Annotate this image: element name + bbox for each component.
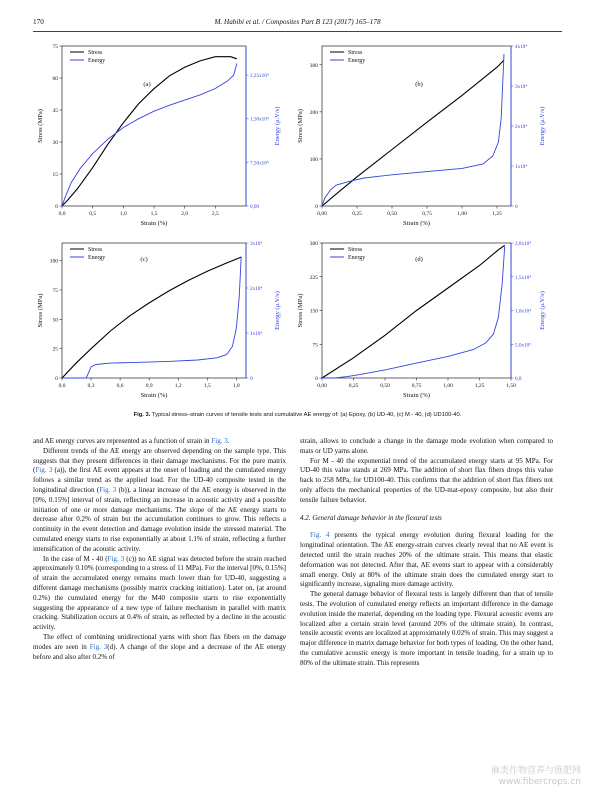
text-run: (c)) no AE signal was detected before the strain reached approximately 0.10% (corresponding to a stress of 11 MPa). For the interval [0%, 0.15%] of strain the accumulated energy remains much lower than for UD-40, suggesting a different damage mechanisms (possibly matrix cracking initiation). Later on, (at around 0.2%) the cumulated energy for the M40 composite starts to rise exponentially suggesting the appearance of a new type of failure mechanism in parallel with matrix cracking. Stabilization occurs at 0.4% of strain, as reflected by a decline in the acoustic activity. <box>33 554 286 632</box>
x-tick-label: 1,2 <box>174 383 182 389</box>
text-run: strain, allows to conclude a change in the damage mode evolution when compared to mats or UD yarns alone. <box>300 437 553 455</box>
y2-tick-label: 1x10⁴ <box>250 331 263 337</box>
text-run: (b)), a linear increase of the AE energy is observed in the [0%, 0.15%] interval of strain, reflecting an increase in acoustic activity and a possible initiation of one or more damage mechanisms. The slope of the AE energy starts to decrease after 0.2% of strain but the accumulation continues to grow. This reflects a continuity in the event detection and damage evolution inside the stressed material. The cumulated energy starts to rise exponentially at about 1.1% of strain, reflecting a further intensification of the acoustic activity. <box>33 485 286 553</box>
figure-reference-link[interactable]: Fig. 3 <box>99 485 117 494</box>
paragraph <box>300 531 553 590</box>
x-tick-label: 0,25 <box>352 211 362 217</box>
x-tick-label: 1,00 <box>443 383 453 389</box>
paragraph <box>300 457 553 506</box>
x-tick-label: 0,50 <box>387 211 397 217</box>
y-tick-label: 300 <box>309 62 318 69</box>
panel-label: (c) <box>140 256 148 263</box>
y2-tick-label: 1,0x10⁴ <box>515 308 532 315</box>
y-tick-label: 75 <box>312 342 318 349</box>
y2-tick-label: 0 <box>515 204 518 210</box>
x-axis-label: Strain (%) <box>140 220 168 227</box>
x-tick-label: 0,00 <box>317 211 327 217</box>
text-run: Different trends of the AE energy are observed depending on the sample type. This suggests that they present differences in their damage mechanisms. For the pure matrix ( <box>33 446 286 475</box>
y2-tick-label: 3x10⁴ <box>250 241 263 247</box>
paragraph <box>33 555 286 633</box>
text-run: . <box>227 437 230 445</box>
y2-tick-label: 0,00 <box>250 204 260 210</box>
x-axis-label: Strain (%) <box>403 392 430 399</box>
y2-tick-label: 3x10⁴ <box>515 84 528 90</box>
x-tick-label: 1,0 <box>119 211 127 217</box>
y2-tick-label: 1x10⁴ <box>515 164 528 170</box>
x-tick-label: 0,6 <box>116 383 124 389</box>
x-tick-label: 0,25 <box>348 383 359 389</box>
figure-reference-link[interactable]: Fig. 3 <box>107 554 125 563</box>
y2-axis-label: Energy (μ.V/s) <box>539 291 546 330</box>
x-tick-label: 0,75 <box>411 383 422 389</box>
panel-label: (d) <box>415 256 423 263</box>
y-tick-label: 25 <box>52 346 58 353</box>
y-tick-label: 150 <box>309 308 318 315</box>
x-tick-label: 0,00 <box>317 383 327 389</box>
text-run: The effect of combining unidirectional yarns with short flax fibers on the damage modes are seen in <box>33 632 286 651</box>
series-line-energy <box>62 257 241 379</box>
y-tick-label: 45 <box>52 108 58 114</box>
y2-tick-label: 5,0x10³ <box>515 342 531 349</box>
figure-reference-link[interactable]: Fig. 3 <box>89 642 108 651</box>
x-tick-label: 0,5 <box>89 211 97 217</box>
legend-label: Stress <box>348 50 363 56</box>
figure-reference-link[interactable]: Fig. 3 <box>211 437 228 445</box>
panel-label: (b) <box>415 81 423 88</box>
legend-label: Stress <box>348 247 363 253</box>
y2-tick-label: 7,50x10³ <box>250 160 269 167</box>
panel-label: (a) <box>143 81 151 88</box>
legend-label: Energy <box>348 58 366 64</box>
left-text-column <box>33 437 286 662</box>
x-tick-label: 0,75 <box>422 211 432 217</box>
y2-tick-label: 1,50x10⁴ <box>250 116 269 123</box>
y2-tick-label: 2x10⁴ <box>515 124 528 130</box>
y2-axis-label: Energy (μ.V/s) <box>274 291 281 330</box>
paragraph <box>33 633 286 662</box>
text-run: In the case of M - 40 ( <box>43 554 108 563</box>
y2-tick-label: 4x10⁴ <box>515 44 528 50</box>
y-tick-label: 300 <box>309 241 318 247</box>
paragraph <box>300 437 553 457</box>
y-tick-label: 200 <box>309 109 318 116</box>
x-tick-label: 1,50 <box>506 383 516 389</box>
x-tick-label: 1,8 <box>232 383 240 389</box>
text-run: and AE energy curves are represented as a function of strain in <box>33 437 212 445</box>
chart-panel-1 <box>37 44 281 227</box>
y-tick-label: 15 <box>52 172 58 178</box>
x-tick-label: 1,5 <box>203 383 211 389</box>
y-axis-label: Stress (MPa) <box>297 109 304 143</box>
chart-panel-4 <box>297 241 546 399</box>
legend-label: Energy <box>348 255 366 261</box>
series-line-stress <box>322 245 505 378</box>
y2-tick-label: 2,0x10⁴ <box>515 241 532 247</box>
x-tick-label: 0,0 <box>58 383 66 389</box>
y-axis-label: Stress (MPa) <box>37 293 44 328</box>
legend-label: Energy <box>88 58 106 64</box>
y-tick-label: 100 <box>309 156 318 163</box>
journal-citation: M. Habibi et al. / Composites Part B 123 (2017) 165–178 <box>214 18 381 26</box>
text-run: The general damage behavior of flexural tests is largely different than that of tensile tests. The evolution of cumulated energy reflects an important difference in the damage evolution inside the material, depending on the loading type. Flexural acoustic events are localized after a certain strain level (around 20% of the ultimate strain). In contrast, tensile acoustic events are localized at approximately 0.02% of strain. This may suggest a major difference in matrix damage behavior for both types of loading. On the other hand, the cumulative acoustic energy is more important in tensile loading, for a strain up to 80% of the ultimate strain. This represents <box>300 590 553 667</box>
section-heading: 4.2. General damage behavior in the flexural tests <box>300 513 442 522</box>
x-tick-label: 0,0 <box>58 211 66 217</box>
y-tick-label: 75 <box>52 44 58 50</box>
watermark-line-1: 麻类作物营养与施肥网 <box>490 766 581 776</box>
x-axis-label: Strain (%) <box>403 220 430 227</box>
paragraph <box>300 590 553 668</box>
y-tick-label: 75 <box>52 287 58 294</box>
x-tick-label: 1,5 <box>150 211 158 217</box>
right-text-column <box>300 437 553 669</box>
watermark-url: www.fibercrops.cn <box>498 777 581 787</box>
y-tick-label: 0 <box>315 204 318 210</box>
caption-text: Typical stress–strain curves of tensile tests and cumulative AE energy of: (a) Epoxy, (b) UD-40, (c) M - 40, (d) UD100-40. <box>150 412 462 418</box>
x-tick-label: 0,3 <box>87 383 95 389</box>
y2-tick-label: 1,5x10⁴ <box>515 274 532 281</box>
figure-reference-link[interactable]: Fig. 3 <box>35 466 53 475</box>
series-line-stress <box>322 60 504 206</box>
watermark <box>491 766 581 788</box>
x-tick-label: 0,50 <box>380 383 390 389</box>
series-line-stress <box>62 57 237 206</box>
paragraph <box>33 437 286 447</box>
x-tick-label: 1,00 <box>457 211 467 217</box>
x-tick-label: 1,25 <box>492 211 502 217</box>
chart-panel-2 <box>297 44 546 227</box>
plot-frame <box>62 46 246 206</box>
x-tick-label: 2,5 <box>211 211 219 217</box>
y-tick-label: 0 <box>315 376 318 382</box>
figure-reference-link[interactable]: Fig. 4 <box>310 531 330 540</box>
chart-panel-3 <box>37 241 281 399</box>
x-tick-label: 1,25 <box>474 383 485 389</box>
paragraph <box>33 447 286 555</box>
x-axis-label: Strain (%) <box>140 392 168 399</box>
y-tick-label: 0 <box>55 204 58 210</box>
caption-label: Fig. 3. <box>133 412 151 418</box>
y-tick-label: 50 <box>52 317 58 324</box>
page-number: 170 <box>33 18 44 26</box>
y2-axis-label: Energy (μ.V/s) <box>539 106 546 146</box>
legend-label: Energy <box>88 255 106 261</box>
y-tick-label: 0 <box>55 376 58 382</box>
legend-label: Stress <box>88 50 103 56</box>
x-tick-label: 2,0 <box>181 211 189 217</box>
text-run: (a)), the first AE event appears at the onset of loading and the cumulated energy follows a similar trend as the applied load. For the UD-40 composite tested in the longitudinal direction ( <box>33 466 286 494</box>
y-tick-label: 60 <box>52 76 58 82</box>
text-run: For M - 40 the exponential trend of the accumulated energy starts at 95 MPa. For UD-40 this value stands at 269 MPa. The addition of short flax fibers drops this value back to 258 MPa, for UD100-40. This confirms that the addition of short flax fibers not only affects the mechanical properties of the UD-mat-epoxy composite, but also their tensile failure behavior. <box>300 456 553 504</box>
legend-label: Stress <box>88 247 103 253</box>
text-run: presents the typical energy evolution during flexural loading for the longitudinal orientation. The AE energy-strain curves clearly reveal that no AE event is detected until the strain reaches 20% of the ultimate strain. This means that elastic deformation was not detected. After that, AE events start to appear with a considerably small energy. Only at 80% of the ultimate strain does the cumulated energy start to significantly increase, signaling more damage activity. <box>300 531 554 589</box>
y-tick-label: 30 <box>52 140 58 146</box>
figure-caption <box>0 412 595 418</box>
y-tick-label: 225 <box>309 274 318 281</box>
series-line-stress <box>62 257 241 378</box>
series-line-energy <box>322 246 505 378</box>
y2-tick-label: 0 <box>250 376 253 382</box>
y-axis-label: Stress (MPa) <box>297 293 304 328</box>
y2-axis-label: Energy (μ.V/s) <box>274 106 281 146</box>
x-tick-label: 0,9 <box>145 383 153 389</box>
text-run: (d). A change of the slope and a decrease of the AE energy before and also after 0.2% of <box>33 642 286 661</box>
y-axis-label: Stress (MPa) <box>37 109 44 143</box>
y2-tick-label: 2x10⁴ <box>250 286 263 292</box>
y2-tick-label: 2,25x10⁴ <box>250 73 269 80</box>
y-tick-label: 100 <box>49 258 58 265</box>
y2-tick-label: 0,0 <box>515 376 522 382</box>
